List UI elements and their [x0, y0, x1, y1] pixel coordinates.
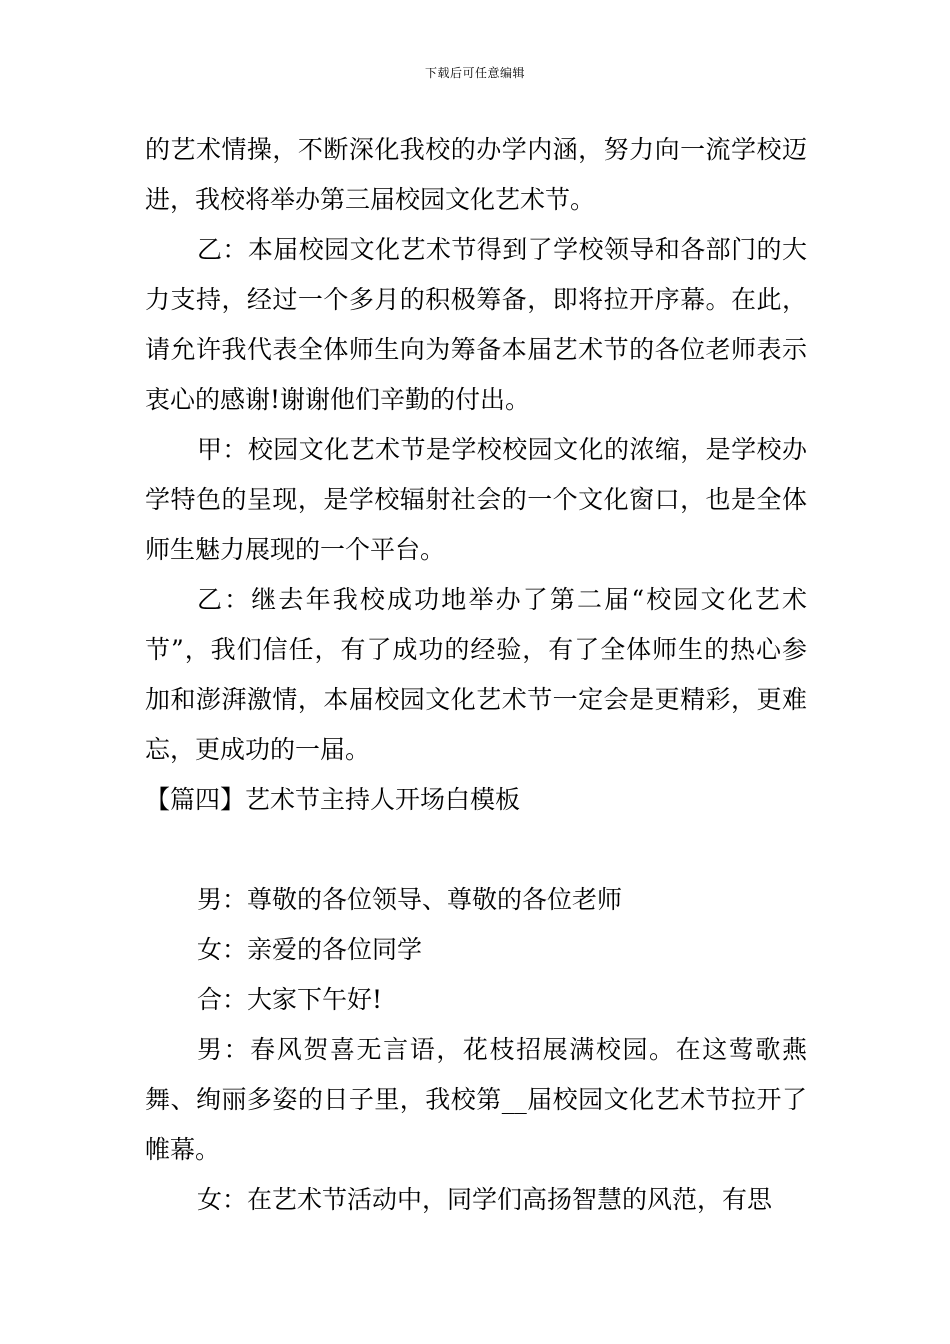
dialogue-line-female-1: 女：亲爱的各位同学 — [197, 935, 423, 964]
paragraph-yi-1: 乙：本届校园文化艺术节得到了学校领导和各部门的大力支持，经过一个多月的积极筹备，即将拉开序幕。在此，请允许我代表全体师生向为筹备本届艺术节的各位老师表示衷心的感谢!谢谢他们辛勤的付出。 — [145, 235, 807, 414]
dialogue-line-female-2: 女：在艺术节活动中，同学们高扬智慧的风范，有思 — [197, 1185, 773, 1214]
dialogue-line-together: 合：大家下午好! — [197, 985, 383, 1014]
document-body — [145, 125, 807, 1225]
blank-line — [145, 825, 807, 875]
dialogue-line-male-2: 男：春风贺喜无言语，花枝招展满校园。在这莺歌燕舞、绚丽多姿的日子里，我校第__届校园文化艺术节拉开了帷幕。 — [145, 1035, 807, 1164]
paragraph-yi-2: 乙：继去年我校成功地举办了第二届“校园文化艺术节”，我们信任，有了成功的经验，有了全体师生的热心参加和澎湃激情，本届校园文化艺术节一定会是更精彩，更难忘，更成功的一届。 — [145, 585, 807, 764]
paragraph-continuation: 的艺术情操，不断深化我校的办学内涵，努力向一流学校迈进，我校将举办第三届校园文化艺术节。 — [145, 135, 807, 214]
paragraph-jia: 甲：校园文化艺术节是学校校园文化的浓缩，是学校办学特色的呈现，是学校辐射社会的一个文化窗口，也是全体师生魅力展现的一个平台。 — [145, 435, 807, 564]
page-header: 下载后可任意编辑 — [424, 66, 525, 80]
section-heading: 【篇四】艺术节主持人开场白模板 — [145, 785, 521, 814]
dialogue-line-male-1: 男：尊敬的各位领导、尊敬的各位老师 — [197, 885, 623, 914]
